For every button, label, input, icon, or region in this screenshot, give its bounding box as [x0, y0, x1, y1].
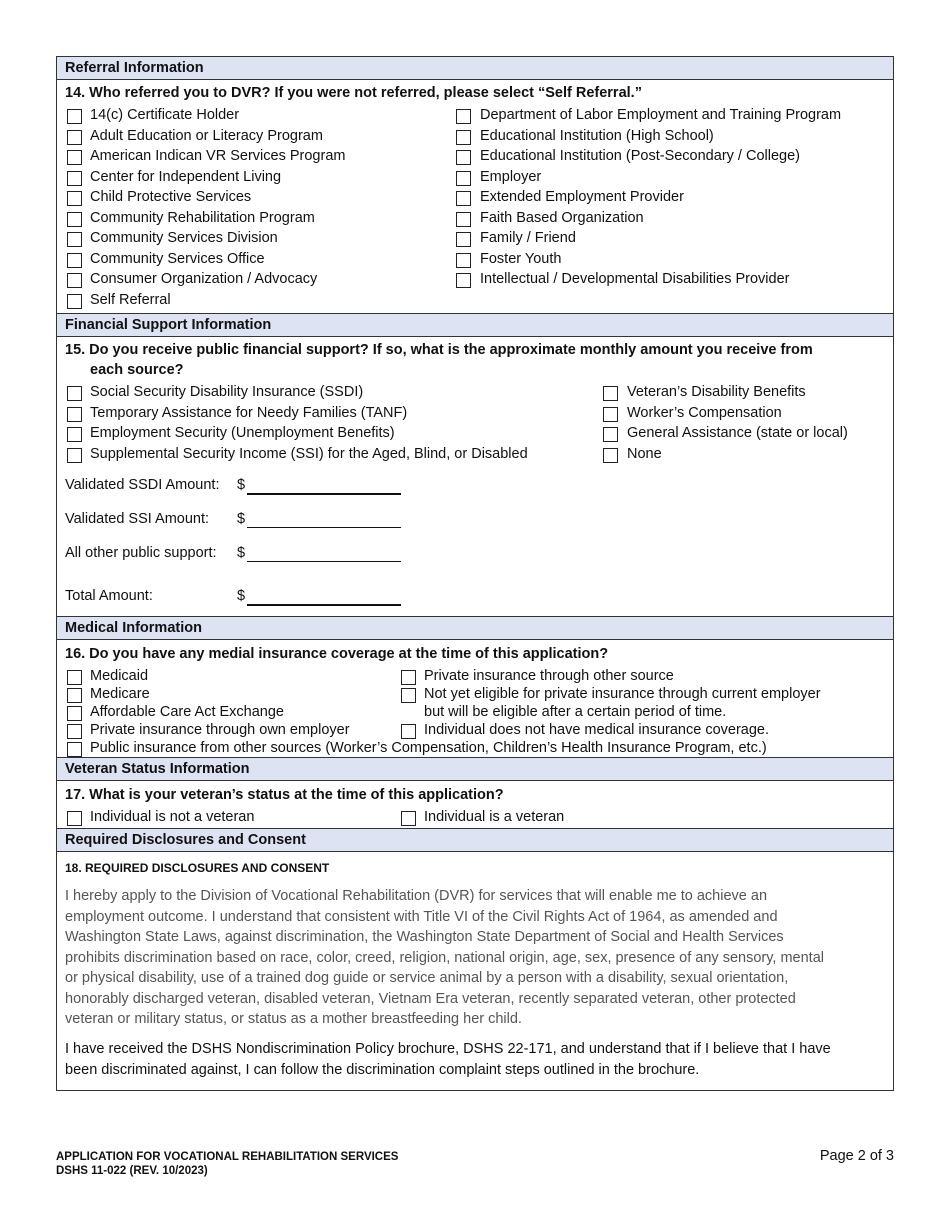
referral-option-label: Foster Youth — [480, 250, 562, 267]
financial-option-checkbox[interactable] — [67, 386, 82, 401]
paragraph-line: prohibits discrimination based on race, color, creed, religion, national origin, age, sex, presence of any sensory, mental — [65, 949, 824, 966]
amount-label: Validated SSI Amount: — [65, 511, 210, 527]
medical-option-checkbox[interactable] — [67, 688, 82, 703]
medical-option-label: Medicaid — [90, 668, 149, 684]
financial-section-header: Financial Support Information — [57, 314, 893, 337]
financial-section — [57, 337, 893, 617]
referral-option-checkbox[interactable] — [67, 232, 82, 247]
referral-option-label: American Indican VR Services Program — [90, 148, 346, 164]
checkbox-public-insurance[interactable] — [67, 742, 82, 757]
medical-right-continuation: but will be eligible after a certain period of time. — [424, 704, 727, 720]
financial-option-checkbox[interactable] — [67, 407, 82, 422]
financial-option-label: Worker’s Compensation — [627, 404, 782, 421]
referral-option-checkbox[interactable] — [67, 212, 82, 227]
referral-option-checkbox[interactable] — [67, 273, 82, 288]
referral-option-checkbox[interactable] — [456, 232, 471, 247]
medical-option-label: Affordable Care Act Exchange — [90, 704, 284, 720]
medical-option-checkbox[interactable] — [67, 670, 82, 685]
financial-option-checkbox[interactable] — [67, 448, 82, 463]
referral-option-checkbox[interactable] — [67, 253, 82, 268]
option-public-insurance: Public insurance from other sources (Worker’s Compensation, Children’s Health Insurance Program, etc.) — [90, 740, 767, 756]
paragraph-line: been discriminated against, I can follow the discrimination complaint steps outlined in the brochure. — [65, 1061, 700, 1078]
veteran-section-header: Veteran Status Information — [57, 758, 893, 781]
option-is-veteran: Individual is a veteran — [424, 809, 565, 825]
referral-option-checkbox[interactable] — [456, 212, 471, 227]
medical-section-header: Medical Information — [57, 617, 893, 640]
referral-section-header: Referral Information — [57, 57, 893, 80]
referral-option-label: 14(c) Certificate Holder — [90, 107, 240, 123]
question-15-line2: each source? — [90, 362, 184, 378]
referral-option-label: Extended Employment Provider — [480, 189, 684, 205]
referral-option-label: Consumer Organization / Advocacy — [90, 271, 318, 287]
paragraph-line: I have received the DSHS Nondiscrimination Policy brochure, DSHS 22-171, and understand that if I believe that I have — [65, 1041, 831, 1057]
paragraph-line: or physical disability, use of a trained dog guide or service animal by a person with a disability, sexual orientation, — [65, 970, 789, 986]
referral-option-label: Community Services Division — [90, 230, 278, 246]
consent-section — [57, 852, 893, 1090]
consent-subheader: 18. REQUIRED DISCLOSURES AND CONSENT — [65, 861, 330, 875]
referral-option-checkbox[interactable] — [67, 109, 82, 124]
footer-form-info — [56, 1150, 398, 1178]
referral-option-label: Educational Institution (Post-Secondary / College) — [480, 148, 800, 164]
referral-option-label: Employer — [480, 168, 542, 185]
dollar-sign: $ — [237, 588, 246, 604]
referral-option-checkbox[interactable] — [456, 130, 471, 145]
referral-option-checkbox[interactable] — [67, 171, 82, 186]
medical-option-label: Individual does not have medical insurance coverage. — [424, 722, 769, 738]
referral-option-label: Center for Independent Living — [90, 168, 282, 185]
medical-option-label: Not yet eligible for private insurance through current employer — [424, 686, 821, 702]
referral-option-label: Self Referral — [90, 291, 171, 308]
financial-option-checkbox[interactable] — [603, 386, 618, 401]
referral-option-checkbox[interactable] — [67, 294, 82, 309]
referral-option-label: Community Services Office — [90, 250, 265, 267]
medical-option-checkbox[interactable] — [401, 688, 416, 703]
financial-option-label: Supplemental Security Income (SSI) for the Aged, Blind, or Disabled — [90, 445, 528, 462]
financial-option-checkbox[interactable] — [603, 448, 618, 463]
referral-option-checkbox[interactable] — [67, 191, 82, 206]
question-14: 14. Who referred you to DVR? If you were not referred, please select “Self Referral.” — [65, 85, 642, 101]
referral-option-label: Department of Labor Employment and Training Program — [480, 107, 842, 123]
application-form — [56, 56, 894, 1091]
paragraph-line: I hereby apply to the Division of Vocational Rehabilitation (DVR) for services that will enable me to achieve an — [65, 888, 768, 904]
consent-paragraph-2 — [65, 1039, 885, 1080]
footer-title: APPLICATION FOR VOCATIONAL REHABILITATION SERVICES — [56, 1151, 399, 1163]
page-number: Page 2 of 3 — [819, 1148, 894, 1164]
question-15-line1: 15. Do you receive public financial support? If so, what is the approximate monthly amount you receive from — [65, 342, 813, 358]
financial-option-label: None — [627, 445, 662, 462]
referral-option-label: Intellectual / Developmental Disabilities Provider — [480, 271, 790, 287]
financial-option-checkbox[interactable] — [603, 407, 618, 422]
referral-option-checkbox[interactable] — [456, 109, 471, 124]
paragraph-line: employment outcome. I understand that consistent with Title VI of the Civil Rights Act of 1964, as amended and — [65, 908, 778, 925]
referral-option-label: Educational Institution (High School) — [480, 127, 714, 144]
consent-paragraph-1 — [65, 886, 885, 1030]
referral-option-checkbox[interactable] — [67, 130, 82, 145]
dollar-sign: $ — [237, 545, 246, 561]
amount-input-line[interactable] — [247, 561, 401, 562]
financial-option-checkbox[interactable] — [603, 427, 618, 442]
financial-option-label: Temporary Assistance for Needy Families (TANF) — [90, 404, 408, 421]
referral-option-label: Adult Education or Literacy Program — [90, 127, 323, 144]
medical-option-label: Medicare — [90, 686, 150, 702]
dollar-sign: $ — [237, 511, 246, 527]
referral-option-checkbox[interactable] — [456, 171, 471, 186]
referral-option-checkbox[interactable] — [456, 150, 471, 165]
checkbox-is-veteran[interactable] — [401, 811, 416, 826]
financial-option-label: Veteran’s Disability Benefits — [627, 384, 806, 400]
amount-label: Validated SSDI Amount: — [65, 477, 220, 493]
referral-option-checkbox[interactable] — [456, 191, 471, 206]
referral-option-label: Family / Friend — [480, 230, 576, 246]
medical-option-checkbox[interactable] — [67, 724, 82, 739]
amount-input-line[interactable] — [247, 527, 401, 528]
dollar-sign: $ — [237, 477, 246, 493]
referral-option-label: Community Rehabilitation Program — [90, 209, 315, 226]
financial-option-label: Social Security Disability Insurance (SSDI) — [90, 384, 364, 400]
amount-label: Total Amount: — [65, 588, 153, 604]
financial-option-label: Employment Security (Unemployment Benefits) — [90, 425, 395, 441]
referral-option-checkbox[interactable] — [456, 253, 471, 268]
paragraph-line: honorably discharged veteran, disabled veteran, Vietnam Era veteran, recently separated veteran, other protected — [65, 990, 796, 1007]
option-not-veteran: Individual is not a veteran — [90, 809, 255, 825]
financial-option-label: General Assistance (state or local) — [627, 425, 848, 441]
referral-option-checkbox[interactable] — [67, 150, 82, 165]
paragraph-line: Washington State Laws, against discrimination, the Washington State Department of Social and Health Services — [65, 929, 784, 945]
referral-option-label: Child Protective Services — [90, 189, 252, 205]
amount-input-line[interactable] — [247, 604, 401, 606]
referral-option-checkbox[interactable] — [456, 273, 471, 288]
referral-option-label: Faith Based Organization — [480, 209, 644, 226]
checkbox-not-veteran[interactable] — [67, 811, 82, 826]
question-17: 17. What is your veteran’s status at the time of this application? — [65, 787, 504, 803]
medical-option-checkbox[interactable] — [67, 706, 82, 721]
question-16: 16. Do you have any medial insurance coverage at the time of this application? — [65, 646, 609, 662]
financial-option-checkbox[interactable] — [67, 427, 82, 442]
veteran-section — [57, 781, 893, 829]
consent-section-header: Required Disclosures and Consent — [57, 829, 893, 852]
footer-form-id: DSHS 11-022 (REV. 10/2023) — [56, 1165, 208, 1177]
medical-option-checkbox[interactable] — [401, 670, 416, 685]
medical-section — [57, 640, 893, 758]
referral-section — [57, 80, 893, 314]
medical-option-label: Private insurance through own employer — [90, 722, 350, 738]
amount-label: All other public support: — [65, 545, 217, 561]
medical-option-label: Private insurance through other source — [424, 668, 674, 684]
amount-input-line[interactable] — [247, 493, 401, 495]
paragraph-line: veteran or military status, or status as a mother breastfeeding her child. — [65, 1011, 522, 1027]
medical-option-checkbox[interactable] — [401, 724, 416, 739]
